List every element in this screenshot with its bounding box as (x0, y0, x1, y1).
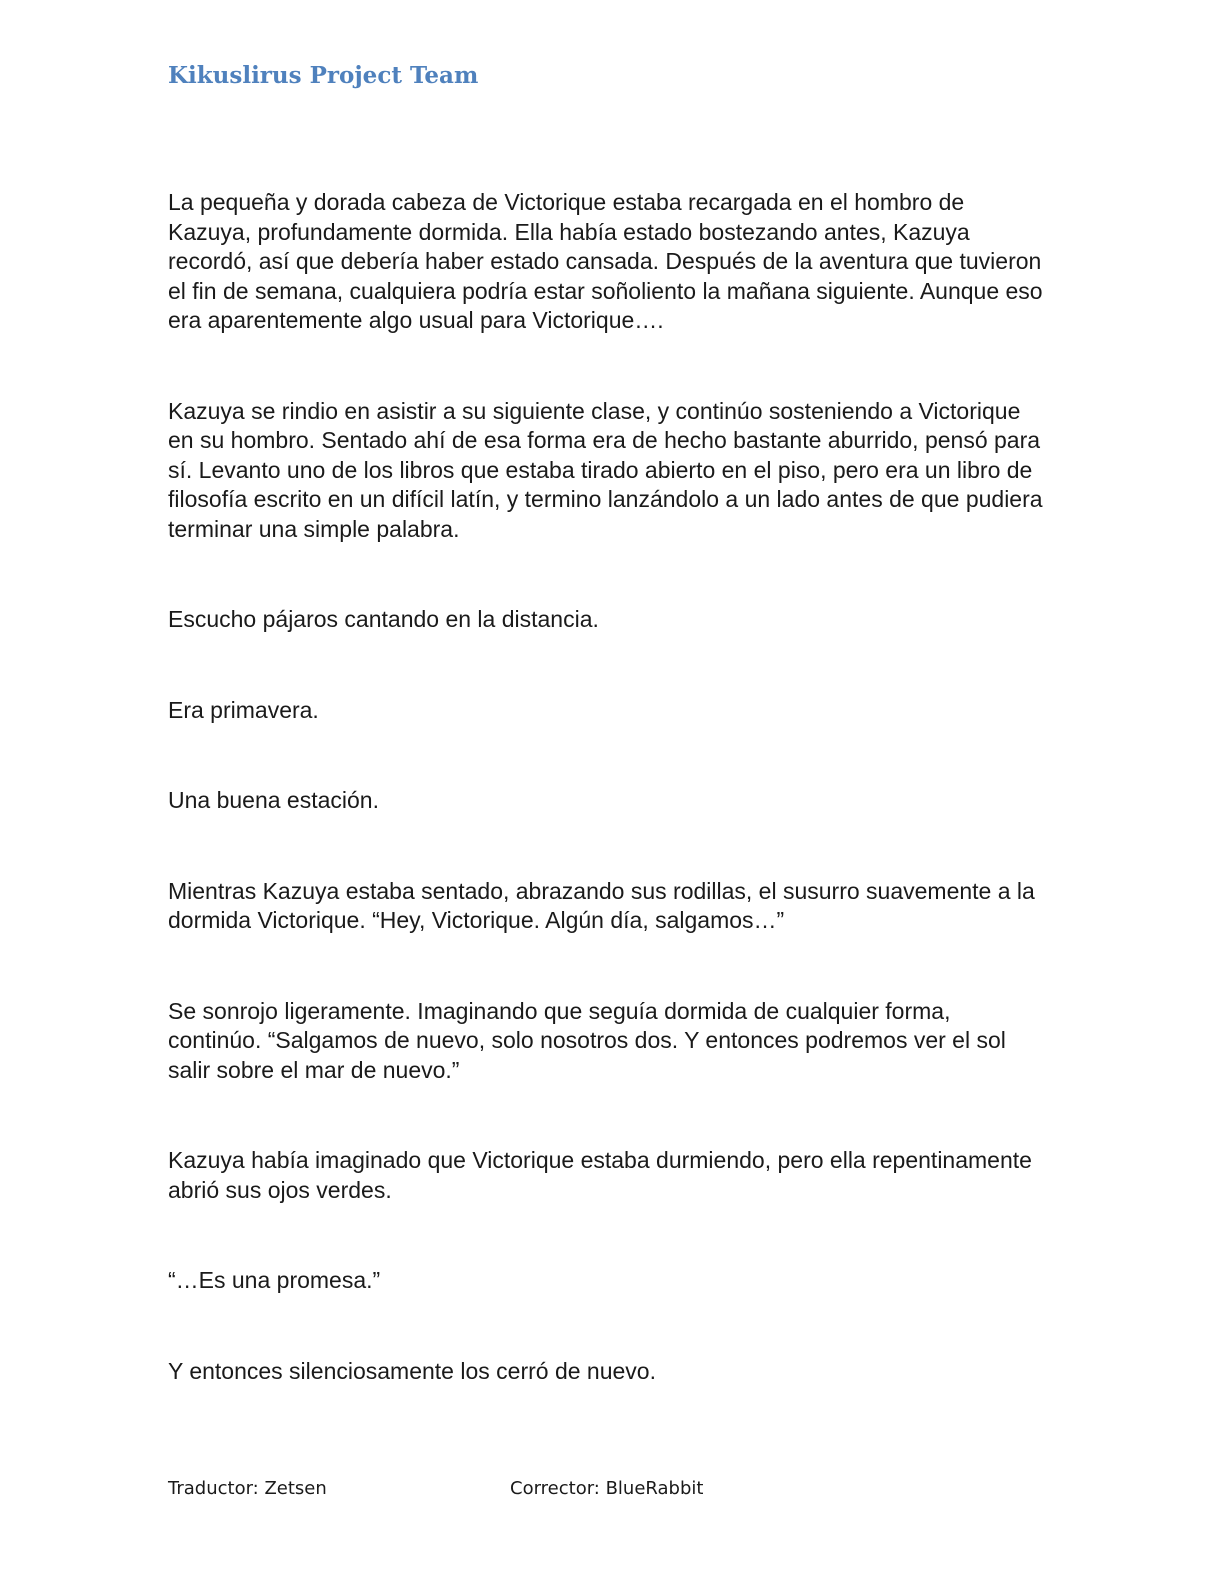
paragraph-9: “…Es una promesa.” (168, 1267, 381, 1293)
paragraph-1: La pequeña y dorada cabeza de Victorique estaba recargada en el hombro de Kazuya, profundamente dormida. Ella había estado bostezando antes, Kazuya recordó, así que debería haber estado cansada. Después de la aventura que tuvieron el fin de semana, cualquiera podría estar soñoliento la mañana siguiente. Aunque eso era aparentemente algo usual para Victorique…. (168, 189, 1043, 333)
paragraph-3: Escucho pájaros cantando en la distancia. (168, 606, 599, 632)
paragraph-2: Kazuya se rindio en asistir a su siguiente clase, y continúo sosteniendo a Victorique en su hombro. Sentado ahí de esa forma era de hecho bastante aburrido, pensó para sí. Levanto uno de los libros que estaba tirado abierto en el piso, pero era un libro de filosofía escrito en un difícil latín, y termino lanzándolo a un lado antes de que pudiera terminar una simple palabra. (168, 397, 1043, 542)
paragraph-6: Mientras Kazuya estaba sentado, abrazando sus rodillas, el susurro suavemente a la dormida Victorique. “Hey, Victorique. Algún día, salgamos…” (168, 877, 1035, 933)
footer-translator: Traductor: Zetsen (168, 1478, 327, 1499)
paragraph-8: Kazuya había imaginado que Victorique estaba durmiendo, pero ella repentinamente abrió sus ojos verdes. (168, 1147, 1032, 1203)
paragraph-7: Se sonrojo ligeramente. Imaginando que seguía dormida de cualquier forma, continúo. “Salgamos de nuevo, solo nosotros dos. Y entonces podremos ver el sol salir sobre el mar de nuevo.” (168, 997, 1006, 1083)
paragraph-4: Era primavera. (168, 696, 319, 723)
document-body (168, 188, 1048, 1447)
page-header-title: Kikuslirus Project Team (168, 62, 479, 89)
paragraph-10: Y entonces silenciosamente los cerró de nuevo. (168, 1357, 656, 1384)
footer-corrector: Corrector: BlueRabbit (510, 1478, 704, 1499)
paragraph-5: Una buena estación. (168, 787, 379, 813)
